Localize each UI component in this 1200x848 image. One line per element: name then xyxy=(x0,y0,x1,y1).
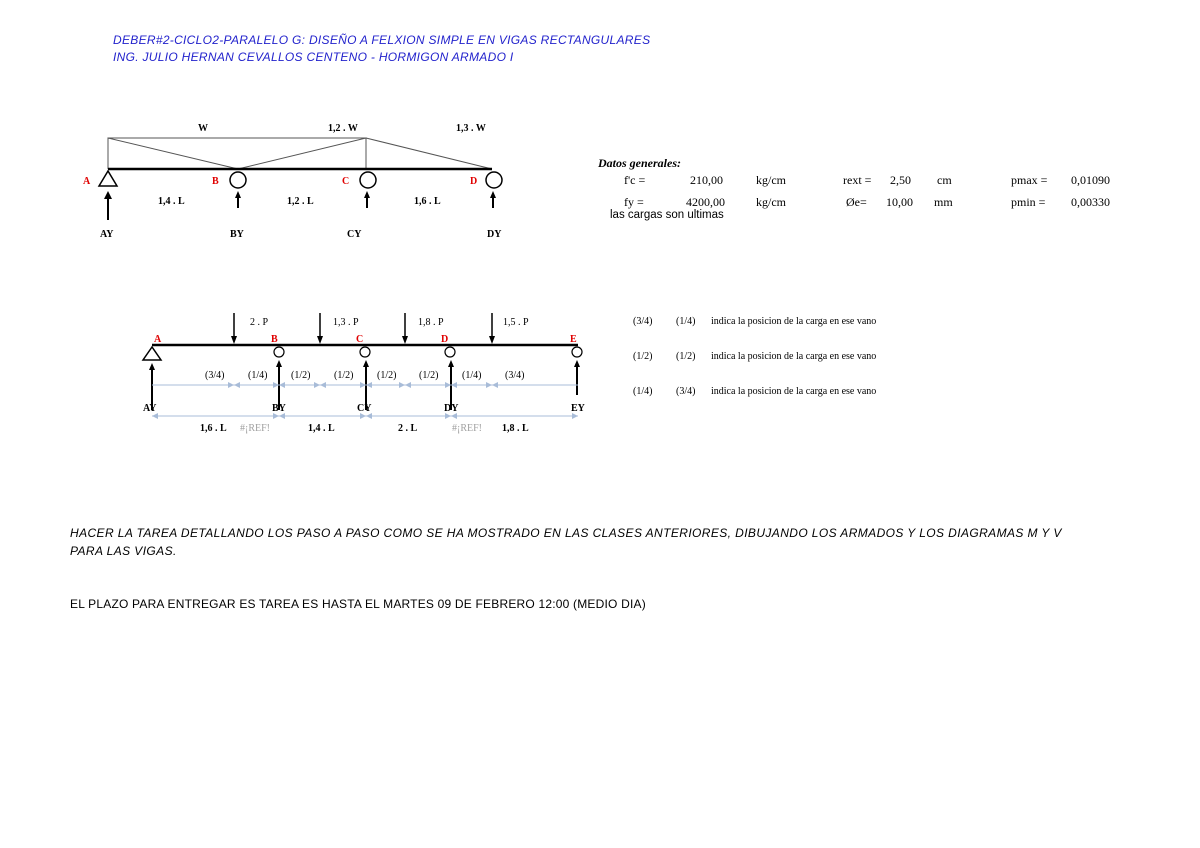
beam2-span-label: 1,8 . L xyxy=(502,423,529,434)
beam2-load-arrow-icon xyxy=(231,336,237,344)
oe-unit: mm xyxy=(934,195,953,209)
beam2-span-ref-error: #¡REF! xyxy=(452,423,482,434)
beam1-roller-d-icon xyxy=(486,172,502,188)
beam2-fraction: (3/4) xyxy=(205,370,225,381)
beam2-node-label: D xyxy=(441,334,449,345)
beam2-fraction: (3/4) xyxy=(505,370,525,381)
beam2-reaction-label: BY xyxy=(272,403,286,414)
beam2-roller-icon xyxy=(445,347,455,357)
beam2-span-label: 2 . L xyxy=(398,423,418,434)
header-line-2: ING. JULIO HERNAN CEVALLOS CENTENO - HORMIGON ARMADO I xyxy=(113,50,514,64)
beam2-reaction-label: DY xyxy=(444,403,459,414)
beam2-reaction-label: EY xyxy=(571,403,585,414)
load-note-b: (3/4) xyxy=(676,386,696,397)
beam2-span-label: 1,6 . L xyxy=(200,423,227,434)
rext-label: rext = xyxy=(843,173,872,187)
beam2-node-label: C xyxy=(356,334,364,345)
datos-title: Datos generales: xyxy=(598,156,681,170)
fc-unit: kg/cm xyxy=(756,173,786,187)
beam2-load-arrow-icon xyxy=(489,336,495,344)
beam2-fraction: (1/2) xyxy=(334,370,354,381)
beam2-load-label: 2 . P xyxy=(250,317,269,328)
load-note-a: (3/4) xyxy=(633,316,653,327)
fc-value: 210,00 xyxy=(690,173,723,187)
pmax-label: pmax = xyxy=(1011,173,1048,187)
beam1-load-label: 1,2 . W xyxy=(328,123,358,134)
beam2-node-label: A xyxy=(154,334,162,345)
beam1-roller-b-icon xyxy=(230,172,246,188)
beam2-roller-icon xyxy=(360,347,370,357)
task-line-1: HACER LA TAREA DETALLANDO LOS PASO A PASO COMO SE HA MOSTRADO EN LAS CLASES ANTERIORES, DIBUJANDO LOS ARMADOS Y LOS DIAGRAMAS M Y V xyxy=(70,526,1062,540)
beam2-fraction: (1/2) xyxy=(291,370,311,381)
beam1-node-label: C xyxy=(342,176,350,187)
beam1-node-label: A xyxy=(83,176,91,187)
pmin-value: 0,00330 xyxy=(1071,195,1110,209)
beam1-roller-c-icon xyxy=(360,172,376,188)
load-note-text: indica la posicion de la carga en ese vano xyxy=(711,316,877,327)
load-note-a: (1/2) xyxy=(633,351,653,362)
rext-value: 2,50 xyxy=(890,173,911,187)
load-note-b: (1/2) xyxy=(676,351,696,362)
fy-value: 4200,00 xyxy=(686,195,725,209)
beam2-span-label: 1,4 . L xyxy=(308,423,335,434)
beam2-diagram xyxy=(0,300,600,440)
beam2-reaction-label: AY xyxy=(143,403,157,414)
beam1-reaction-label: BY xyxy=(230,229,244,240)
fc-label: f'c = xyxy=(624,173,646,187)
oe-label: Øe= xyxy=(846,195,867,209)
beam1-pin-support-icon xyxy=(99,171,117,186)
beam1-load-label: 1,3 . W xyxy=(456,123,486,134)
beam1-span-label: 1,4 . L xyxy=(158,196,185,207)
beam2-fraction: (1/4) xyxy=(462,370,482,381)
pmin-label: pmin = xyxy=(1011,195,1046,209)
beam1-load-label: W xyxy=(198,123,208,134)
beam1-span-label: 1,2 . L xyxy=(287,196,314,207)
load-note-text: indica la posicion de la carga en ese vano xyxy=(711,386,877,397)
beam2-load-label: 1,5 . P xyxy=(503,317,529,328)
beam2-reaction-label: CY xyxy=(357,403,372,414)
load-note-a: (1/4) xyxy=(633,386,653,397)
rext-unit: cm xyxy=(937,173,952,187)
beam2-load-arrow-icon xyxy=(317,336,323,344)
beam2-span-ref-error: #¡REF! xyxy=(240,423,270,434)
fy-unit: kg/cm xyxy=(756,195,786,209)
beam1-span-label: 1,6 . L xyxy=(414,196,441,207)
beam2-roller-icon xyxy=(274,347,284,357)
beam1-load-w xyxy=(108,138,238,169)
beam2-node-label: E xyxy=(570,334,577,345)
beam2-load-label: 1,8 . P xyxy=(418,317,444,328)
datos-note: las cargas son ultimas xyxy=(610,209,724,221)
beam2-pin-support-icon xyxy=(143,347,161,360)
load-note-text: indica la posicion de la carga en ese vano xyxy=(711,351,877,362)
beam1-reaction-label: DY xyxy=(487,229,502,240)
beam2-fraction: (1/2) xyxy=(377,370,397,381)
pmax-value: 0,01090 xyxy=(1071,173,1110,187)
beam1-node-label: D xyxy=(470,176,478,187)
beam2-roller-icon xyxy=(572,347,582,357)
fy-label: fy = xyxy=(624,195,644,209)
beam2-fraction: (1/2) xyxy=(419,370,439,381)
oe-value: 10,00 xyxy=(886,195,913,209)
beam1-reaction-label: AY xyxy=(100,229,114,240)
beam2-fraction: (1/4) xyxy=(248,370,268,381)
task-line-2: PARA LAS VIGAS. xyxy=(70,544,177,558)
beam1-node-label: B xyxy=(212,176,219,187)
beam2-load-arrow-icon xyxy=(402,336,408,344)
header-line-1: DEBER#2-CICLO2-PARALELO G: DISEÑO A FELXION SIMPLE EN VIGAS RECTANGULARES xyxy=(113,33,651,47)
beam2-load-label: 1,3 . P xyxy=(333,317,359,328)
beam1-reaction-label: CY xyxy=(347,229,362,240)
beam1-load-12w xyxy=(238,138,366,169)
load-note-b: (1/4) xyxy=(676,316,696,327)
beam2-node-label: B xyxy=(271,334,278,345)
deadline-text: EL PLAZO PARA ENTREGAR ES TAREA ES HASTA EL MARTES 09 DE FEBRERO 12:00 (MEDIO DIA) xyxy=(70,597,646,611)
beam1-load-13w xyxy=(366,138,492,169)
beam1-diagram xyxy=(0,0,600,250)
